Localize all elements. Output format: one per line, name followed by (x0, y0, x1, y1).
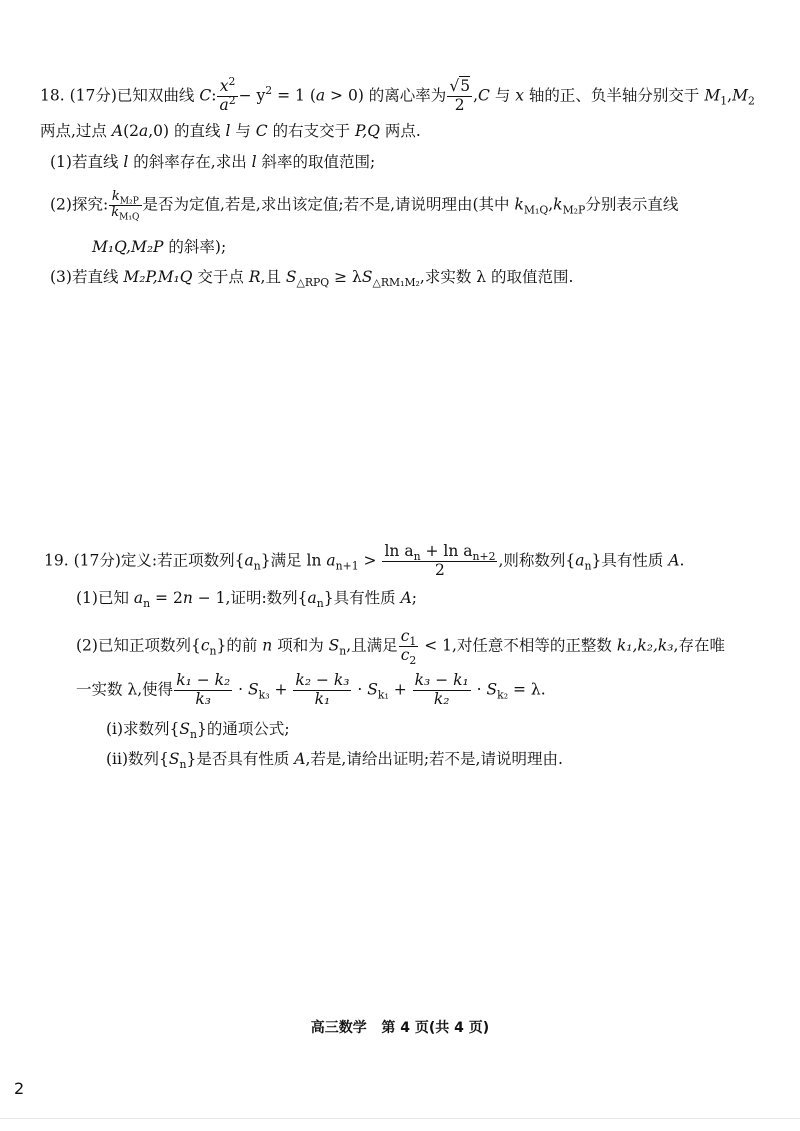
q19-s-k1: S (367, 680, 378, 699)
q19-fnum-a: ln a (384, 542, 414, 560)
q19-p1-an: a (133, 589, 144, 607)
q18-l2-b: (2 (123, 122, 139, 140)
q19-p1-an2: a (307, 589, 317, 607)
q19-ii-s-sub: n (179, 758, 187, 772)
q19-l2-a: 一实数 λ,使得 (76, 680, 174, 699)
q19-s-k3: S (248, 680, 259, 699)
q19-fr3-num: k₃ − k₁ (414, 671, 469, 689)
q18-minus-y: − y (238, 86, 266, 105)
q18-m1-sub: 1 (720, 94, 728, 108)
q19-n: n (262, 636, 273, 655)
q18-s1-sub: △RPQ (296, 276, 330, 290)
q19-s-k2-sub: k₂ (497, 688, 509, 702)
q18-p1-a: (1)若直线 (50, 153, 124, 171)
q18-ecc-num: 5 (460, 77, 471, 95)
q18-line-l: l (225, 122, 231, 140)
q19-an1-sub: n+1 (335, 559, 359, 573)
q18-r: R (248, 268, 261, 286)
q19-p1-a: (1)已知 (76, 589, 134, 607)
q19-fr3-den: k₂ (413, 690, 471, 709)
q18-a: a (219, 95, 229, 114)
q18-t2: 轴的正、负半轴分别交于 (524, 86, 705, 105)
q18-p1-c: 斜率的取值范围; (256, 153, 376, 171)
q19-fr1-num: k₁ − k₂ (176, 671, 231, 689)
q19-gt: > (358, 551, 382, 570)
q19-s-k3-sub: k₃ (258, 688, 270, 702)
q18-p2-c: , (548, 195, 554, 214)
q18-fden-sub: M₁Q (119, 212, 140, 223)
q19-dot-3: · (471, 680, 487, 699)
q18-slope-ratio (109, 190, 141, 221)
q18-ecc-den: 2 (447, 96, 472, 115)
q19-ii-prop-a: A (294, 750, 306, 768)
q18-cond-a: a (315, 86, 326, 105)
q19-fden: 2 (382, 561, 497, 580)
q18-k2: k (553, 195, 563, 214)
q19-frac-2 (293, 672, 351, 709)
q19-an2: a (575, 551, 585, 570)
q19-prop-a: A (668, 551, 680, 570)
q18-p3-d: ,求实数 (419, 268, 477, 286)
q19-p1-prop-a: A (400, 589, 412, 607)
q19-p2-f: ,存在唯 (673, 636, 725, 655)
q19-c1-sub: 1 (409, 635, 417, 649)
q18-p1-b: 的斜率存在,求出 (128, 153, 252, 171)
q18-k1-sub: M₁Q (523, 203, 549, 217)
q19-c2-sub: 2 (409, 653, 417, 667)
q19-ks: k₁,k₂,k₃ (616, 636, 674, 655)
q18-lambda2: λ (476, 268, 487, 286)
q19-s-k2: S (486, 680, 498, 699)
q19-i-a: (i)求数列{ (106, 720, 180, 738)
q19-part-2-i (106, 720, 290, 742)
q19-i-s-sub: n (190, 728, 198, 742)
q19-c1: c (400, 627, 410, 645)
q18-p3-a: (3)若直线 (50, 268, 124, 286)
q19-p2-c: 项和为 (272, 636, 329, 655)
q19-c1-c2 (399, 628, 419, 665)
q19-fr2-num: k₂ − k₃ (295, 671, 350, 689)
q18-k2-sub: M₂P (562, 203, 586, 217)
q18-c2: C (478, 86, 490, 105)
q18-k1: k (514, 195, 524, 214)
q19-p2-e: < 1,对任意不相等的正整数 (419, 636, 617, 655)
q19-ii-c: ,若是,请给出证明;若不是,请说明理由. (305, 750, 563, 768)
q18-eq-tail: = 1 ( (272, 86, 316, 105)
q19-ii-s: S (168, 750, 180, 768)
q19-an-sub: n (253, 559, 261, 573)
q18-head: 18. (17分)已知双曲线 (40, 86, 195, 105)
q18-line-2 (40, 124, 421, 140)
q18-p1-l: l (123, 153, 129, 171)
q19-p1-c: − 1,证明:数列{ (192, 589, 308, 607)
q19-fnum-s1: n (413, 550, 421, 564)
q18-fnum-k: k (111, 189, 120, 204)
q19-part-2-ii (106, 750, 563, 772)
q18-l2-a: 两点,过点 (40, 122, 112, 140)
q19-sn-sub: n (339, 644, 347, 658)
q18-after-ecc: , (473, 86, 479, 105)
q18-frac-x2-a2: $\frac{x^2}{a^2}$ (219, 74, 236, 114)
q18-line-1: 18. (17分)已知双曲线 C: $\frac{x^2}{a^2}$ − $y^2 = 1$ (a > 0) 的离心率为 $\frac{√5}{2}$ ,C 与 x 轴的正、负半轴分别交于 $M_1,M_2$ (40, 74, 755, 114)
q18-l2-d: 与 (230, 122, 256, 140)
q18-l2-c: ,0) 的直线 (148, 122, 226, 140)
q19-fr2-den: k₁ (293, 690, 351, 709)
q19-an1: a (326, 551, 336, 570)
q19-frac-3 (413, 672, 471, 709)
q18-comma: , (727, 86, 733, 105)
q18-part-3 (50, 268, 574, 290)
q19-log-mean (382, 543, 497, 580)
q18-p2-d: 分别表示直线 (585, 195, 679, 214)
q19-cn: c (200, 636, 210, 655)
q18-fnum-sub: M₂P (119, 196, 139, 207)
q19-fnum-mid: + ln a (420, 542, 473, 560)
q18-lambda: λ (352, 268, 362, 286)
q19-part-2-equation (76, 672, 546, 709)
q19-p1-e: ; (411, 589, 417, 607)
q18-ecc: $\frac{√5}{2}$ (449, 77, 471, 114)
q18-p1-l2: l (251, 153, 257, 171)
q18-cond-tail: > 0) 的离心率为 (325, 86, 447, 105)
bottom-divider (0, 1118, 800, 1119)
q19-p2-a: (2)已知正项数列{ (76, 636, 201, 655)
q18-l2-f: 两点. (379, 122, 421, 140)
q18-p3-b: 交于点 (192, 268, 249, 286)
q18-t1: 与 (489, 86, 516, 105)
q18-m1: M (704, 86, 721, 105)
q18-s1: S (285, 268, 297, 286)
q19-p1-an-sub: n (143, 597, 151, 611)
q18-m2-sub: 2 (747, 94, 755, 108)
q19-c2: c (400, 645, 410, 664)
q19-ii-b: }是否具有性质 (186, 750, 295, 768)
q18-ge: ≥ (329, 268, 353, 286)
q18-part-1 (50, 155, 375, 171)
q18-p2-lines: M₁Q,M₂P (92, 238, 164, 256)
q18-c3: C (255, 122, 268, 140)
q18-p3-lines: M₂P,M₁Q (123, 268, 193, 286)
q18-m2: M (732, 86, 748, 105)
q18-a-var: a (138, 122, 149, 140)
q19-frac-1 (174, 672, 232, 709)
q18-p3-c: ,且 (260, 268, 286, 286)
q19-i-b: }的通项公式; (197, 720, 290, 738)
q18-l2-e: 的右支交于 (267, 122, 355, 140)
q19-fnum-s2: n+2 (472, 550, 496, 564)
q19-l2-end: = λ. (508, 680, 546, 699)
q18-part-2 (50, 190, 678, 221)
q19-h2: }满足 ln (260, 551, 327, 570)
q18-s2-sub: △RM₁M₂ (372, 276, 420, 290)
q19-i-s: S (179, 720, 191, 738)
q19-an2-sub: n (584, 559, 592, 573)
q19-p1-b: = 2 (150, 589, 183, 607)
q19-part-1 (76, 589, 417, 611)
page-number: 2 (14, 1079, 25, 1098)
q18-c: C (199, 86, 212, 105)
q19-p1-n: n (182, 589, 193, 607)
q19-p1-d: }具有性质 (323, 589, 401, 607)
q19-sn: S (328, 636, 340, 655)
q19-cn-sub: n (209, 644, 217, 658)
q19-h4: }具有性质 (591, 551, 669, 570)
q18-pq: P,Q (355, 122, 380, 140)
q19-p2-d: ,且满足 (346, 636, 398, 655)
q19-h3: ,则称数列{ (498, 551, 576, 570)
q19-part-2 (76, 628, 725, 665)
q19-p1-an2-sub: n (316, 597, 324, 611)
q18-p2-a: (2)探究: (50, 195, 109, 214)
q19-head: 19. (17分)定义:若正项数列{ (44, 551, 245, 570)
q19-ii-a: (ii)数列{ (106, 750, 169, 768)
q19-dot-1: · (233, 680, 249, 699)
q19-plus-1: + (269, 680, 293, 699)
q19-plus-2: + (388, 680, 412, 699)
q18-colon: : (211, 86, 217, 105)
q18-p2-b: 是否为定值,若是,求出该定值;若不是,请说明理由(其中 (142, 195, 515, 214)
q18-xvar: x (515, 86, 524, 105)
q18-s2: S (361, 268, 373, 286)
q19-p2-b: }的前 (216, 636, 263, 655)
q18-x: x (219, 77, 229, 95)
q19-s-k1-sub: k₁ (377, 688, 389, 702)
q18-p2-tail: 的斜率); (163, 238, 227, 256)
q19-fr1-den: k₃ (174, 690, 232, 709)
q18-p3-e: 的取值范围. (486, 268, 574, 286)
q18-point-a: A (111, 122, 124, 140)
q18-fden-k: k (111, 204, 120, 220)
q19-h5: . (679, 551, 685, 570)
q19-line-1 (44, 543, 684, 580)
q19-an: a (244, 551, 254, 570)
q18-part-2-cont (92, 240, 226, 256)
q19-dot-2: · (352, 680, 368, 699)
page-footer: 高三数学 第 4 页(共 4 页) (310, 1020, 490, 1036)
